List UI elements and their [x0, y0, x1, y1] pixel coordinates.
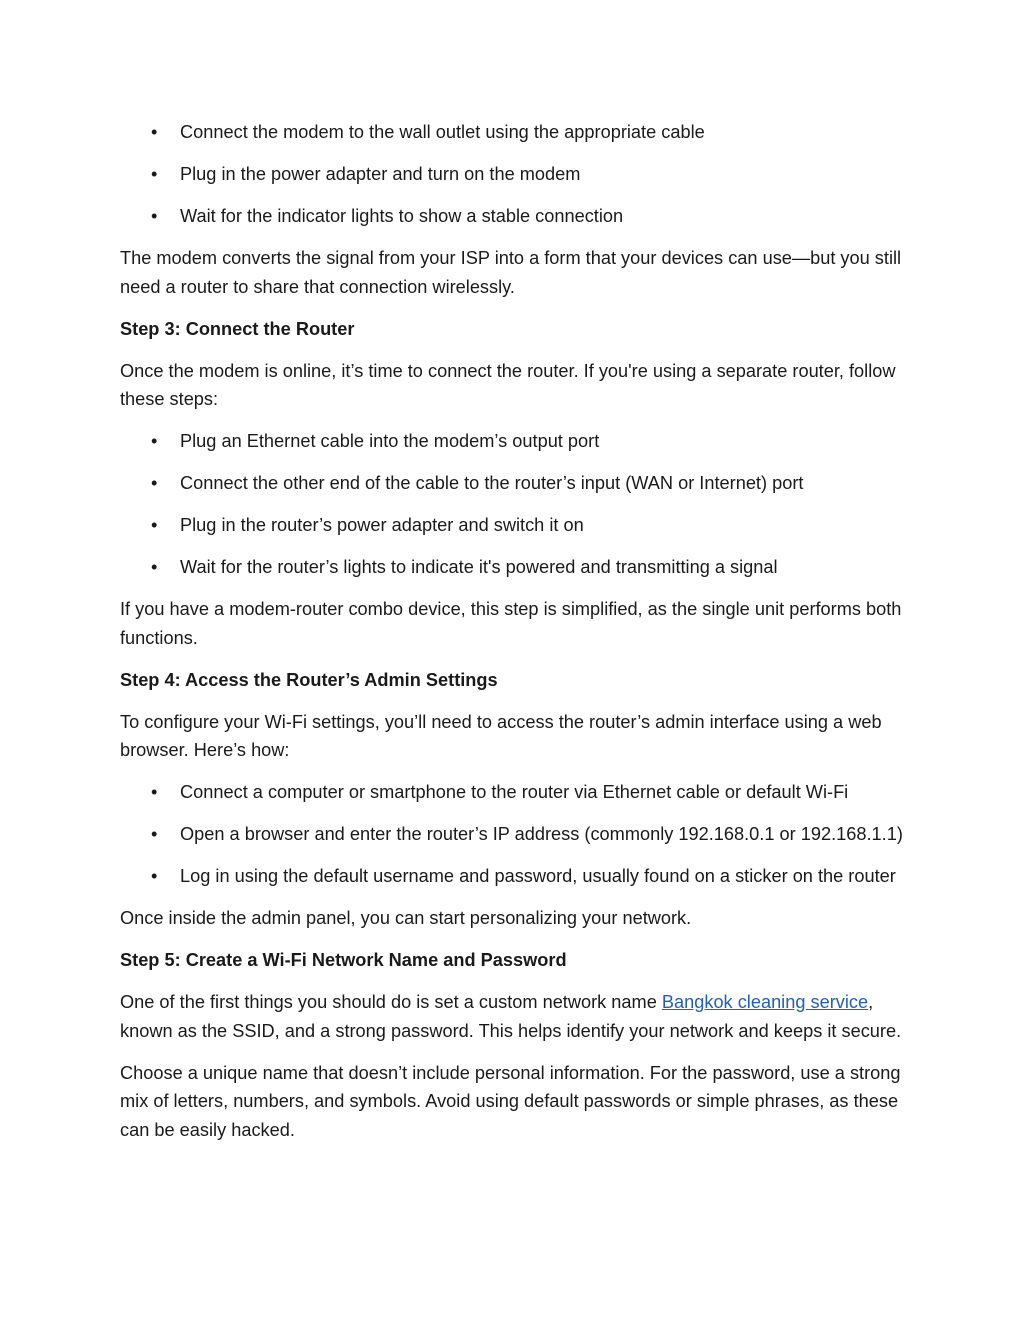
- list-item: • Plug in the router’s power adapter and switch it on: [120, 511, 910, 540]
- list-item: • Wait for the indicator lights to show a stable connection: [120, 202, 910, 231]
- step4-list: [120, 778, 910, 891]
- bullet-icon: •: [151, 866, 158, 886]
- bullet-icon: •: [151, 557, 158, 577]
- bullet-icon: •: [151, 824, 158, 844]
- step5-heading: Step 5: Create a Wi-Fi Network Name and Password: [120, 950, 567, 970]
- step4-intro: To configure your Wi-Fi settings, you’ll need to access the router’s admin interface using a web browser. Here’s how:: [120, 711, 882, 760]
- list-item: • Log in using the default username and password, usually found on a sticker on the router: [120, 862, 910, 891]
- list-item: • Connect a computer or smartphone to the router via Ethernet cable or default Wi-Fi: [120, 778, 910, 807]
- bullet-icon: •: [151, 431, 158, 451]
- bullet-icon: •: [151, 473, 158, 493]
- step3-heading: Step 3: Connect the Router: [120, 318, 355, 339]
- bangkok-cleaning-service-link[interactable]: Bangkok cleaning service: [661, 992, 869, 1012]
- bullet-icon: •: [151, 164, 158, 184]
- list-item: • Open a browser and enter the router’s IP address (commonly 192.168.0.1 or 192.168.1.1): [120, 820, 910, 849]
- bullet-icon: •: [151, 782, 158, 802]
- list-item: • Connect the other end of the cable to the router’s input (WAN or Internet) port: [120, 469, 910, 498]
- bullet-icon: •: [151, 122, 158, 142]
- document-page: [120, 118, 910, 1158]
- step5-paragraph-1: One of the first things you should do is set a custom network name Bangkok cleaning service, known as the SSID, and a strong password. This helps identify your network and keeps it secure.: [120, 992, 902, 1041]
- bullet-icon: •: [151, 206, 158, 226]
- step3-list: [120, 427, 910, 582]
- bullet-icon: •: [151, 515, 158, 535]
- modem-steps-list: [120, 118, 910, 231]
- step4-outro: Once inside the admin panel, you can start personalizing your network.: [120, 908, 692, 928]
- step3-outro: If you have a modem-router combo device, this step is simplified, as the single unit performs both functions.: [120, 599, 902, 648]
- list-item: • Plug an Ethernet cable into the modem’s output port: [120, 427, 910, 456]
- step4-heading: Step 4: Access the Router’s Admin Settings: [120, 669, 498, 690]
- list-item: • Plug in the power adapter and turn on the modem: [120, 160, 910, 189]
- list-item: • Connect the modem to the wall outlet using the appropriate cable: [120, 118, 910, 147]
- step3-intro: Once the modem is online, it’s time to connect the router. If you're using a separate router, follow these steps:: [120, 360, 896, 409]
- step5-paragraph-2: Choose a unique name that doesn’t include personal information. For the password, use a strong mix of letters, numbers, and symbols. Avoid using default passwords or simple phrases, as these can be easily hacked.: [120, 1062, 901, 1140]
- modem-paragraph: The modem converts the signal from your ISP into a form that your devices can use—but you still need a router to share that connection wirelessly.: [120, 248, 902, 297]
- list-item: • Wait for the router’s lights to indicate it's powered and transmitting a signal: [120, 553, 910, 582]
